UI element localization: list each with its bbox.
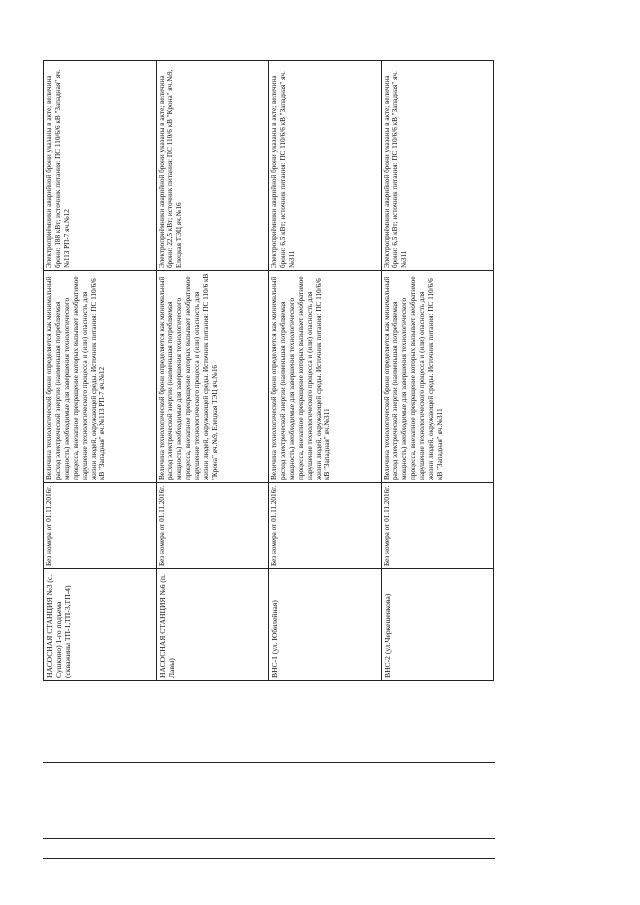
station-cell: ВНС-2 (ул.Черкешенкова)	[381, 569, 494, 681]
separator-line	[43, 762, 495, 763]
rotated-table-page	[43, 61, 494, 681]
station-cell: НАСОСНАЯ СТАНЦИЯ №6 (п. Лавы)	[156, 569, 269, 681]
separator-line	[43, 858, 495, 859]
table-row	[156, 61, 269, 681]
reserve-table	[43, 60, 494, 681]
emergency-reserve-cell: Электроприёмники аварийной брони указаны в акте; величина брони: 6,5 кВт; источник питания: ПС 110/6/6 кВ "Западная" яч.№311	[269, 61, 382, 271]
station-cell: ВНС-1 (ул. Юбилейная)	[269, 569, 382, 681]
emergency-reserve-cell: Электроприёмники аварийной брони указаны в акте; величина брони: 22,5 кВт; источник питания: ПС 110/6 кВ "Крона" яч.№9, Елецкая ТЭЦ яч.№16	[156, 61, 269, 271]
emergency-reserve-cell: Электроприёмники аварийной брони указаны в акте; величина брони: 188 кВт; источник питания: ПС 110/6/6 кВ "Западная" яч.№113 РП-7 яч.№12	[44, 61, 157, 271]
tech-reserve-cell: Величина технологической брони определяется как минимальный расход электрической энергии (наименьшая потребляемая мощность) необходимые для завершения технологического процесса, внезапное прекращение которых вызывает необратимое нарушение технологического процесса и (или) опасность для жизни людей, окружающей среды. Источник питания: ПС 110/6/6 кВ "Западная" яч.№311	[269, 271, 382, 483]
emergency-reserve-cell: Электроприёмники аварийной брони указаны в акте; величина брони: 6,5 кВт; источник питания: ПС 110/6/6 кВ "Западная" яч.№311	[381, 61, 494, 271]
tech-reserve-cell: Величина технологической брони определяется как минимальный расход электрической энергии (наименьшая потребляемая мощность) необходимые для завершения технологического процесса, внезапное прекращение которых вызывает необратимое нарушение технологического процесса и (или) опасность для жизни людей, окружающей среды. Источник питания: ПС 110/6/6 кВ "Западная" яч.№113 РП-7 яч.№12	[44, 271, 157, 483]
act-cell: Без номера от 01.11.2016г.	[156, 483, 269, 569]
separator-line	[43, 838, 495, 839]
act-cell: Без номера от 01.11.2016г.	[381, 483, 494, 569]
table-row	[269, 61, 382, 681]
table-row	[381, 61, 494, 681]
blank-ruled-area	[43, 690, 495, 870]
act-cell: Без номера от 01.11.2016г.	[269, 483, 382, 569]
station-cell: НАСОСНАЯ СТАНЦИЯ №3 (с. Сушкино) 1-го подъема (скважины ТП-1,ТП-3,ТП-4)	[44, 569, 157, 681]
act-cell: Без номера от 01.11.2016г.	[44, 483, 157, 569]
tech-reserve-cell: Величина технологической брони определяется как минимальный расход электрической энергии (наименьшая потребляемая мощность) необходимые для завершения технологического процесса, внезапное прекращение которых вызывает необратимое нарушение технологического процесса и (или) опасность для жизни людей, окружающей среды. Источник питания: ПС 110/6/6 кВ "Западная" яч.№311	[381, 271, 494, 483]
table-row	[44, 61, 157, 681]
tech-reserve-cell: Величина технологической брони определяется как минимальный расход электрической энергии (наименьшая потребляемая мощность) необходимые для завершения технологического процесса, внезапное прекращение которых вызывает необратимое нарушение технологического процесса и (или) опасность для жизни людей, окружающей среды. Источник питания: ПС 110/6 кВ "Крона" яч.№9, Елецкая ТЭЦ яч.№16	[156, 271, 269, 483]
